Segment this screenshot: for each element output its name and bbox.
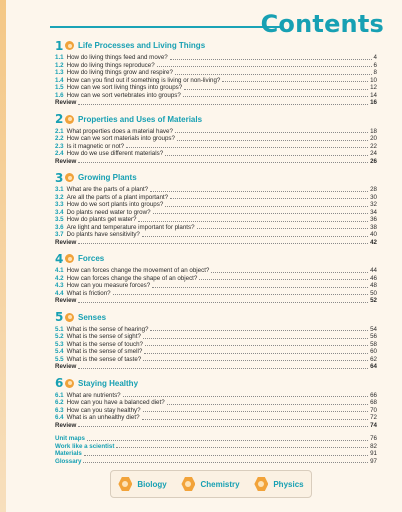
chapter-section (55, 113, 377, 166)
back-matter-title: Work like a scientist (55, 442, 115, 450)
entry-title: Are all the parts of a plant important? (66, 193, 169, 201)
entry-page-number: 10 (370, 76, 377, 84)
toc-entry[interactable] (55, 224, 377, 232)
entry-number: 1.6 (55, 91, 64, 99)
review-label: Review (55, 157, 77, 165)
entry-title: What properties does a material have? (66, 127, 173, 135)
entry-title: What are nutrients? (66, 391, 121, 399)
entry-page-number: 14 (370, 91, 377, 99)
subject-legend (110, 470, 312, 498)
entry-title: How can you stay healthy? (66, 406, 141, 414)
entry-title: What is the sense of taste? (66, 355, 142, 363)
toc-entry[interactable] (55, 356, 377, 364)
entry-number: 3.3 (55, 201, 64, 208)
entry-number: 5.1 (55, 325, 64, 333)
toc-entry[interactable] (55, 77, 377, 85)
back-matter-title: Unit maps (55, 435, 85, 442)
dot-leader (145, 345, 368, 346)
dot-leader (150, 330, 368, 331)
entry-number: 3.6 (55, 223, 64, 231)
entry-page-number: 68 (370, 399, 377, 406)
review-label: Review (55, 297, 77, 304)
biology-icon (118, 477, 132, 491)
toc-entry[interactable] (55, 84, 377, 92)
subject-icon (65, 254, 74, 263)
toc-entry[interactable] (55, 275, 377, 283)
dot-leader (150, 191, 368, 192)
entry-page-number: 70 (370, 406, 377, 414)
entry-number: 3.7 (55, 231, 64, 238)
toc-entry[interactable] (55, 128, 377, 136)
chapter-heading[interactable] (55, 311, 377, 324)
entry-number: 5.4 (55, 348, 64, 355)
page-edge-decoration (0, 0, 6, 512)
entry-number: 6.4 (55, 414, 64, 421)
legend-label: Physics (273, 479, 304, 489)
back-matter-title: Materials (55, 450, 82, 457)
physics-icon (254, 477, 268, 491)
entry-number: 2.4 (55, 150, 64, 157)
dot-leader (78, 243, 368, 244)
review-entry[interactable] (55, 99, 377, 107)
dot-leader (170, 198, 368, 199)
entry-page-number: 8 (373, 69, 377, 76)
toc-entry[interactable] (55, 267, 377, 275)
entry-page-number: 4 (373, 54, 377, 61)
entry-number: 6.1 (55, 391, 64, 399)
legend-label: Chemistry (200, 479, 240, 489)
entry-number: 1.4 (55, 76, 64, 84)
chapter-title: Growing Plants (78, 173, 137, 182)
dot-leader (83, 462, 368, 463)
chemistry-icon (181, 477, 195, 491)
entry-page-number: 32 (370, 201, 377, 208)
entry-number: 1.2 (55, 61, 64, 69)
entry-page-number: 58 (370, 340, 377, 348)
toc-entry[interactable] (55, 201, 377, 209)
entry-number: 2.1 (55, 127, 64, 135)
dot-leader (177, 140, 368, 141)
back-matter-title: Glossary (55, 457, 82, 465)
entry-page-number: 60 (370, 348, 377, 355)
entry-title: How can forces change the shape of an object? (66, 274, 198, 282)
chapter-section (55, 171, 377, 246)
dot-leader (157, 66, 372, 67)
back-matter-list (55, 435, 377, 465)
back-matter-entry[interactable] (55, 435, 377, 443)
entry-number: 1.3 (55, 69, 64, 76)
entry-title: How can forces change the movement of an object? (66, 267, 210, 274)
chapter-title: Senses (78, 312, 107, 322)
toc-entry[interactable] (55, 209, 377, 217)
entry-page-number: 34 (370, 208, 377, 216)
entry-title: How do living things reproduce? (66, 61, 155, 69)
toc-entry[interactable] (55, 341, 377, 349)
entry-title: Is it magnetic or not? (66, 142, 125, 150)
entry-number: 4.4 (55, 289, 64, 297)
back-matter-entry[interactable] (55, 450, 377, 458)
toc-entry[interactable] (55, 216, 377, 224)
dot-leader (222, 81, 368, 82)
chapter-number: 1 (55, 38, 64, 53)
chapter-number: 6 (55, 376, 64, 390)
chapter-section (55, 39, 377, 107)
review-entry[interactable] (55, 422, 377, 430)
entry-number: 4.1 (55, 267, 64, 274)
back-matter-entry[interactable] (55, 443, 377, 451)
toc-entry[interactable] (55, 290, 377, 298)
dot-leader (78, 162, 368, 163)
review-label: Review (55, 363, 77, 370)
subject-icon (65, 173, 74, 182)
entry-number: 3.2 (55, 193, 64, 201)
dot-leader (142, 419, 369, 420)
entry-page-number: 40 (370, 231, 377, 238)
back-matter-page-number: 76 (370, 435, 377, 442)
entry-title: What is friction? (66, 289, 111, 297)
dot-leader (126, 147, 368, 148)
dot-leader (175, 74, 372, 75)
dot-leader (123, 396, 369, 397)
review-page-number: 16 (370, 99, 377, 106)
subject-icon (65, 313, 74, 322)
entry-title: How can we sort materials into groups? (66, 135, 175, 142)
dot-leader (183, 96, 368, 97)
dot-leader (78, 104, 368, 105)
entry-title: How do we use different materials? (66, 150, 164, 157)
toc-entry[interactable] (55, 54, 377, 62)
entry-title: What is the sense of smell? (66, 348, 143, 355)
chapter-section (55, 377, 377, 430)
review-entry[interactable] (55, 158, 377, 166)
entry-number: 4.2 (55, 274, 64, 282)
entry-page-number: 56 (370, 333, 377, 340)
legend-label: Biology (137, 479, 167, 489)
toc-entry[interactable] (55, 69, 377, 77)
entry-title: What is the sense of sight? (66, 333, 141, 340)
toc-entry[interactable] (55, 150, 377, 158)
dot-leader (84, 455, 368, 456)
dot-leader (78, 426, 368, 427)
entry-number: 1.1 (55, 54, 64, 61)
toc-entry[interactable] (55, 326, 377, 334)
dot-leader (143, 360, 368, 361)
back-matter-page-number: 91 (370, 450, 377, 457)
entry-page-number: 12 (370, 84, 377, 91)
entry-number: 5.5 (55, 355, 64, 363)
entry-page-number: 72 (370, 414, 377, 421)
dot-leader (153, 213, 369, 214)
review-page-number: 52 (370, 297, 377, 304)
entry-page-number: 36 (370, 216, 377, 223)
page-title: Contents (260, 10, 384, 38)
toc-entry[interactable] (55, 231, 377, 239)
chapter-heading[interactable] (55, 377, 377, 390)
entry-number: 2.3 (55, 142, 64, 150)
dot-leader (165, 206, 368, 207)
entry-page-number: 48 (370, 282, 377, 289)
entry-title: What is an unhealthy diet? (66, 414, 140, 421)
entry-title: How can we sort vertebrates into groups? (66, 91, 181, 99)
entry-number: 1.5 (55, 84, 64, 91)
review-label: Review (55, 99, 77, 106)
toc-entry[interactable] (55, 333, 377, 341)
dot-leader (165, 155, 368, 156)
entry-title: How do living things grow and respire? (66, 69, 173, 76)
entry-page-number: 6 (373, 61, 377, 69)
entry-title: Do plants need water to grow? (66, 208, 151, 216)
entry-title: How can you measure forces? (66, 282, 151, 289)
review-page-number: 42 (370, 238, 377, 246)
review-page-number: 26 (370, 157, 377, 165)
chapter-heading[interactable] (55, 252, 377, 265)
dot-leader (87, 440, 368, 441)
dot-leader (143, 411, 369, 412)
entry-title: What is the sense of hearing? (66, 325, 149, 333)
dot-leader (143, 338, 368, 339)
chapter-title: Life Processes and Living Things (78, 41, 206, 50)
toc-entry[interactable] (55, 414, 377, 422)
entry-number: 4.3 (55, 282, 64, 289)
dot-leader (116, 447, 368, 448)
chapter-section (55, 311, 377, 371)
entry-page-number: 30 (370, 193, 377, 201)
dot-leader (152, 287, 368, 288)
entry-title: How do living things feed and move? (66, 54, 168, 61)
chapter-number: 3 (55, 170, 64, 185)
subject-icon (65, 115, 74, 124)
chapter-title: Forces (78, 254, 105, 263)
entry-page-number: 50 (370, 289, 377, 297)
dot-leader (175, 132, 368, 133)
entry-number: 3.4 (55, 208, 64, 216)
toc-entry[interactable] (55, 62, 377, 70)
dot-leader (138, 221, 368, 222)
entry-number: 2.2 (55, 135, 64, 142)
back-matter-page-number: 97 (370, 457, 377, 465)
review-label: Review (55, 238, 77, 246)
legend-item (254, 477, 303, 491)
dot-leader (197, 228, 369, 229)
dot-leader (167, 404, 368, 405)
chapter-number: 2 (55, 112, 64, 126)
chapter-title: Staying Healthy (78, 378, 139, 388)
entry-page-number: 62 (370, 355, 377, 363)
entry-page-number: 54 (370, 325, 377, 333)
toc-entry[interactable] (55, 135, 377, 143)
chapter-heading[interactable] (55, 171, 377, 184)
review-label: Review (55, 421, 77, 429)
entry-page-number: 28 (370, 186, 377, 193)
dot-leader (144, 353, 368, 354)
dot-leader (78, 302, 368, 303)
toc-entry[interactable] (55, 392, 377, 400)
entry-title: How can you have a balanced diet? (66, 399, 165, 406)
entry-page-number: 46 (370, 274, 377, 282)
chapter-heading[interactable] (55, 113, 377, 126)
toc-entry[interactable] (55, 194, 377, 202)
chapter-section (55, 252, 377, 305)
entry-title: How do we sort plants into groups? (66, 201, 164, 208)
review-page-number: 64 (370, 363, 377, 370)
entry-page-number: 66 (370, 391, 377, 399)
entry-title: How can we sort living things into groups? (66, 84, 183, 91)
entry-number: 5.2 (55, 333, 64, 340)
back-matter-entry[interactable] (55, 458, 377, 466)
chapter-number: 5 (55, 310, 64, 324)
legend-item (181, 477, 239, 491)
entry-number: 5.3 (55, 340, 64, 348)
dot-leader (78, 368, 368, 369)
legend-item (118, 477, 166, 491)
entry-title: How do plants get water? (66, 216, 137, 223)
entry-page-number: 22 (370, 142, 377, 150)
back-matter-page-number: 82 (370, 442, 377, 450)
toc-entry[interactable] (55, 92, 377, 100)
entry-title: What is the sense of touch? (66, 340, 143, 348)
header-rule (50, 26, 282, 28)
review-entry[interactable] (55, 239, 377, 247)
table-of-contents (55, 39, 377, 465)
entry-title: What are the parts of a plant? (66, 186, 149, 193)
dot-leader (199, 279, 368, 280)
toc-entry[interactable] (55, 348, 377, 356)
dot-leader (170, 59, 372, 60)
entry-number: 3.1 (55, 186, 64, 193)
entry-page-number: 20 (370, 135, 377, 142)
dot-leader (184, 89, 368, 90)
chapter-number: 4 (55, 251, 64, 266)
subject-icon (65, 379, 74, 388)
dot-leader (113, 294, 368, 295)
entry-title: Do plants have sensitivity? (66, 231, 140, 238)
toc-entry[interactable] (55, 143, 377, 151)
entry-page-number: 18 (370, 127, 377, 135)
entry-title: Are light and temperature important for plants? (66, 223, 195, 231)
toc-entry[interactable] (55, 407, 377, 415)
review-entry[interactable] (55, 297, 377, 305)
toc-entry[interactable] (55, 399, 377, 407)
review-page-number: 74 (370, 421, 377, 429)
toc-entry[interactable] (55, 282, 377, 290)
entry-page-number: 38 (370, 223, 377, 231)
entry-number: 6.3 (55, 406, 64, 414)
entry-page-number: 44 (370, 267, 377, 274)
chapter-title: Properties and Uses of Materials (78, 114, 203, 124)
dot-leader (211, 272, 368, 273)
dot-leader (142, 236, 368, 237)
toc-entry[interactable] (55, 186, 377, 194)
entry-page-number: 24 (370, 150, 377, 157)
entry-title: How can you find out if something is living or non-living? (66, 76, 221, 84)
subject-icon (65, 41, 74, 50)
review-entry[interactable] (55, 363, 377, 371)
chapter-heading[interactable] (55, 39, 377, 52)
entry-number: 6.2 (55, 399, 64, 406)
entry-number: 3.5 (55, 216, 64, 223)
